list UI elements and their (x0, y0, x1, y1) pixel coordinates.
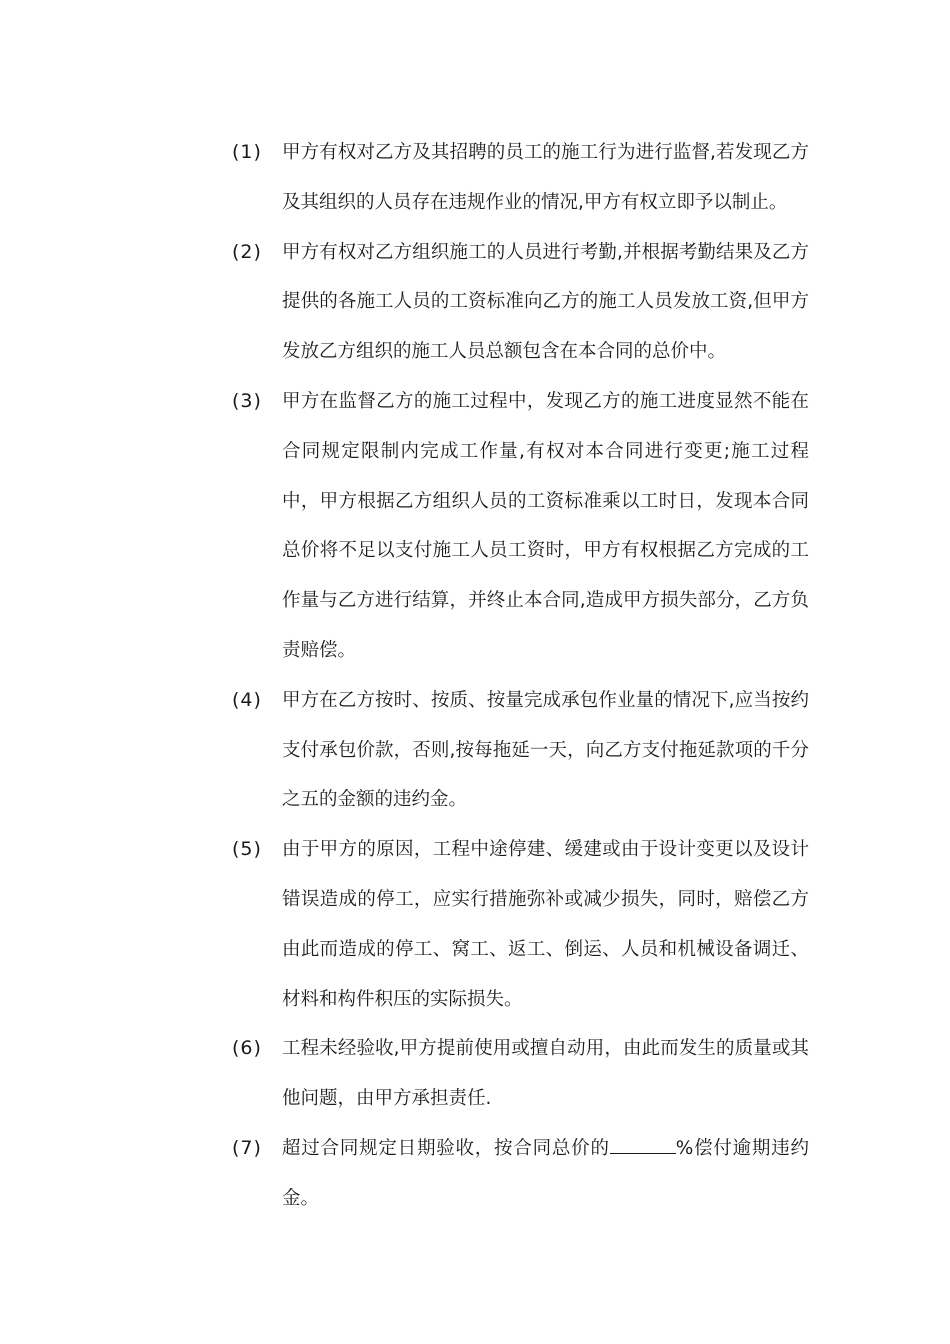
clause-text: 甲方有权对乙方组织施工的人员进行考勤,并根据考勤结果及乙方提供的各施工人员的工资标准向乙方的施工人员发放工资,但甲方发放乙方组织的施工人员总额包含在本合同的总价中。 (282, 241, 809, 363)
clause-text: 甲方在乙方按时、按质、按量完成承包作业量的情况下,应当按约支付承包价款，否则,按每拖延一天，向乙方支付拖延款项的千分之五的金额的违约金。 (282, 689, 809, 811)
clause-text-before: 超过合同规定日期验收，按合同总价的 (282, 1137, 610, 1159)
clause-item (232, 1024, 832, 1124)
clause-text: 工程未经验收,甲方提前使用或擅自动用，由此而发生的质量或其他问题，由甲方承担责任. (282, 1038, 809, 1110)
clause-number: (7) (232, 1136, 262, 1159)
clause-number: (2) (232, 240, 262, 263)
clause-number: (3) (232, 389, 262, 412)
clause-number: (5) (232, 838, 262, 861)
percentage-blank (610, 1139, 676, 1154)
clause-item (232, 676, 832, 825)
clause-text-with-blank (282, 1124, 809, 1224)
clause-item (232, 228, 832, 377)
clause-list (232, 128, 832, 1224)
clause-number: (6) (232, 1037, 262, 1060)
clause-text-after: %偿付逾期违约金。 (282, 1137, 809, 1209)
clause-item (232, 1124, 832, 1224)
clause-text: 甲方在监督乙方的施工过程中，发现乙方的施工进度显然不能在合同规定限制内完成工作量,有权对本合同进行变更;施工过程中，甲方根据乙方组织人员的工资标准乘以工时日，发现本合同总价将不足以支付施工人员工资时，甲方有权根据乙方完成的工作量与乙方进行结算，并终止本合同,造成甲方损失部分，乙方负责赔偿。 (282, 390, 809, 661)
clause-text: 甲方有权对乙方及其招聘的员工的施工行为进行监督,若发现乙方及其组织的人员存在违规作业的情况,甲方有权立即予以制止。 (282, 142, 809, 213)
clause-item (232, 377, 832, 676)
clause-item (232, 128, 832, 228)
clause-text: 由于甲方的原因，工程中途停建、缓建或由于设计变更以及设计错误造成的停工，应实行措施弥补或减少损失，同时，赔偿乙方由此而造成的停工、窝工、返工、倒运、人员和机械设备调迁、材料和构件积压的实际损失。 (282, 839, 809, 1010)
clause-number: (4) (232, 688, 262, 711)
clause-number: (1) (232, 141, 262, 163)
clause-item (232, 825, 832, 1024)
